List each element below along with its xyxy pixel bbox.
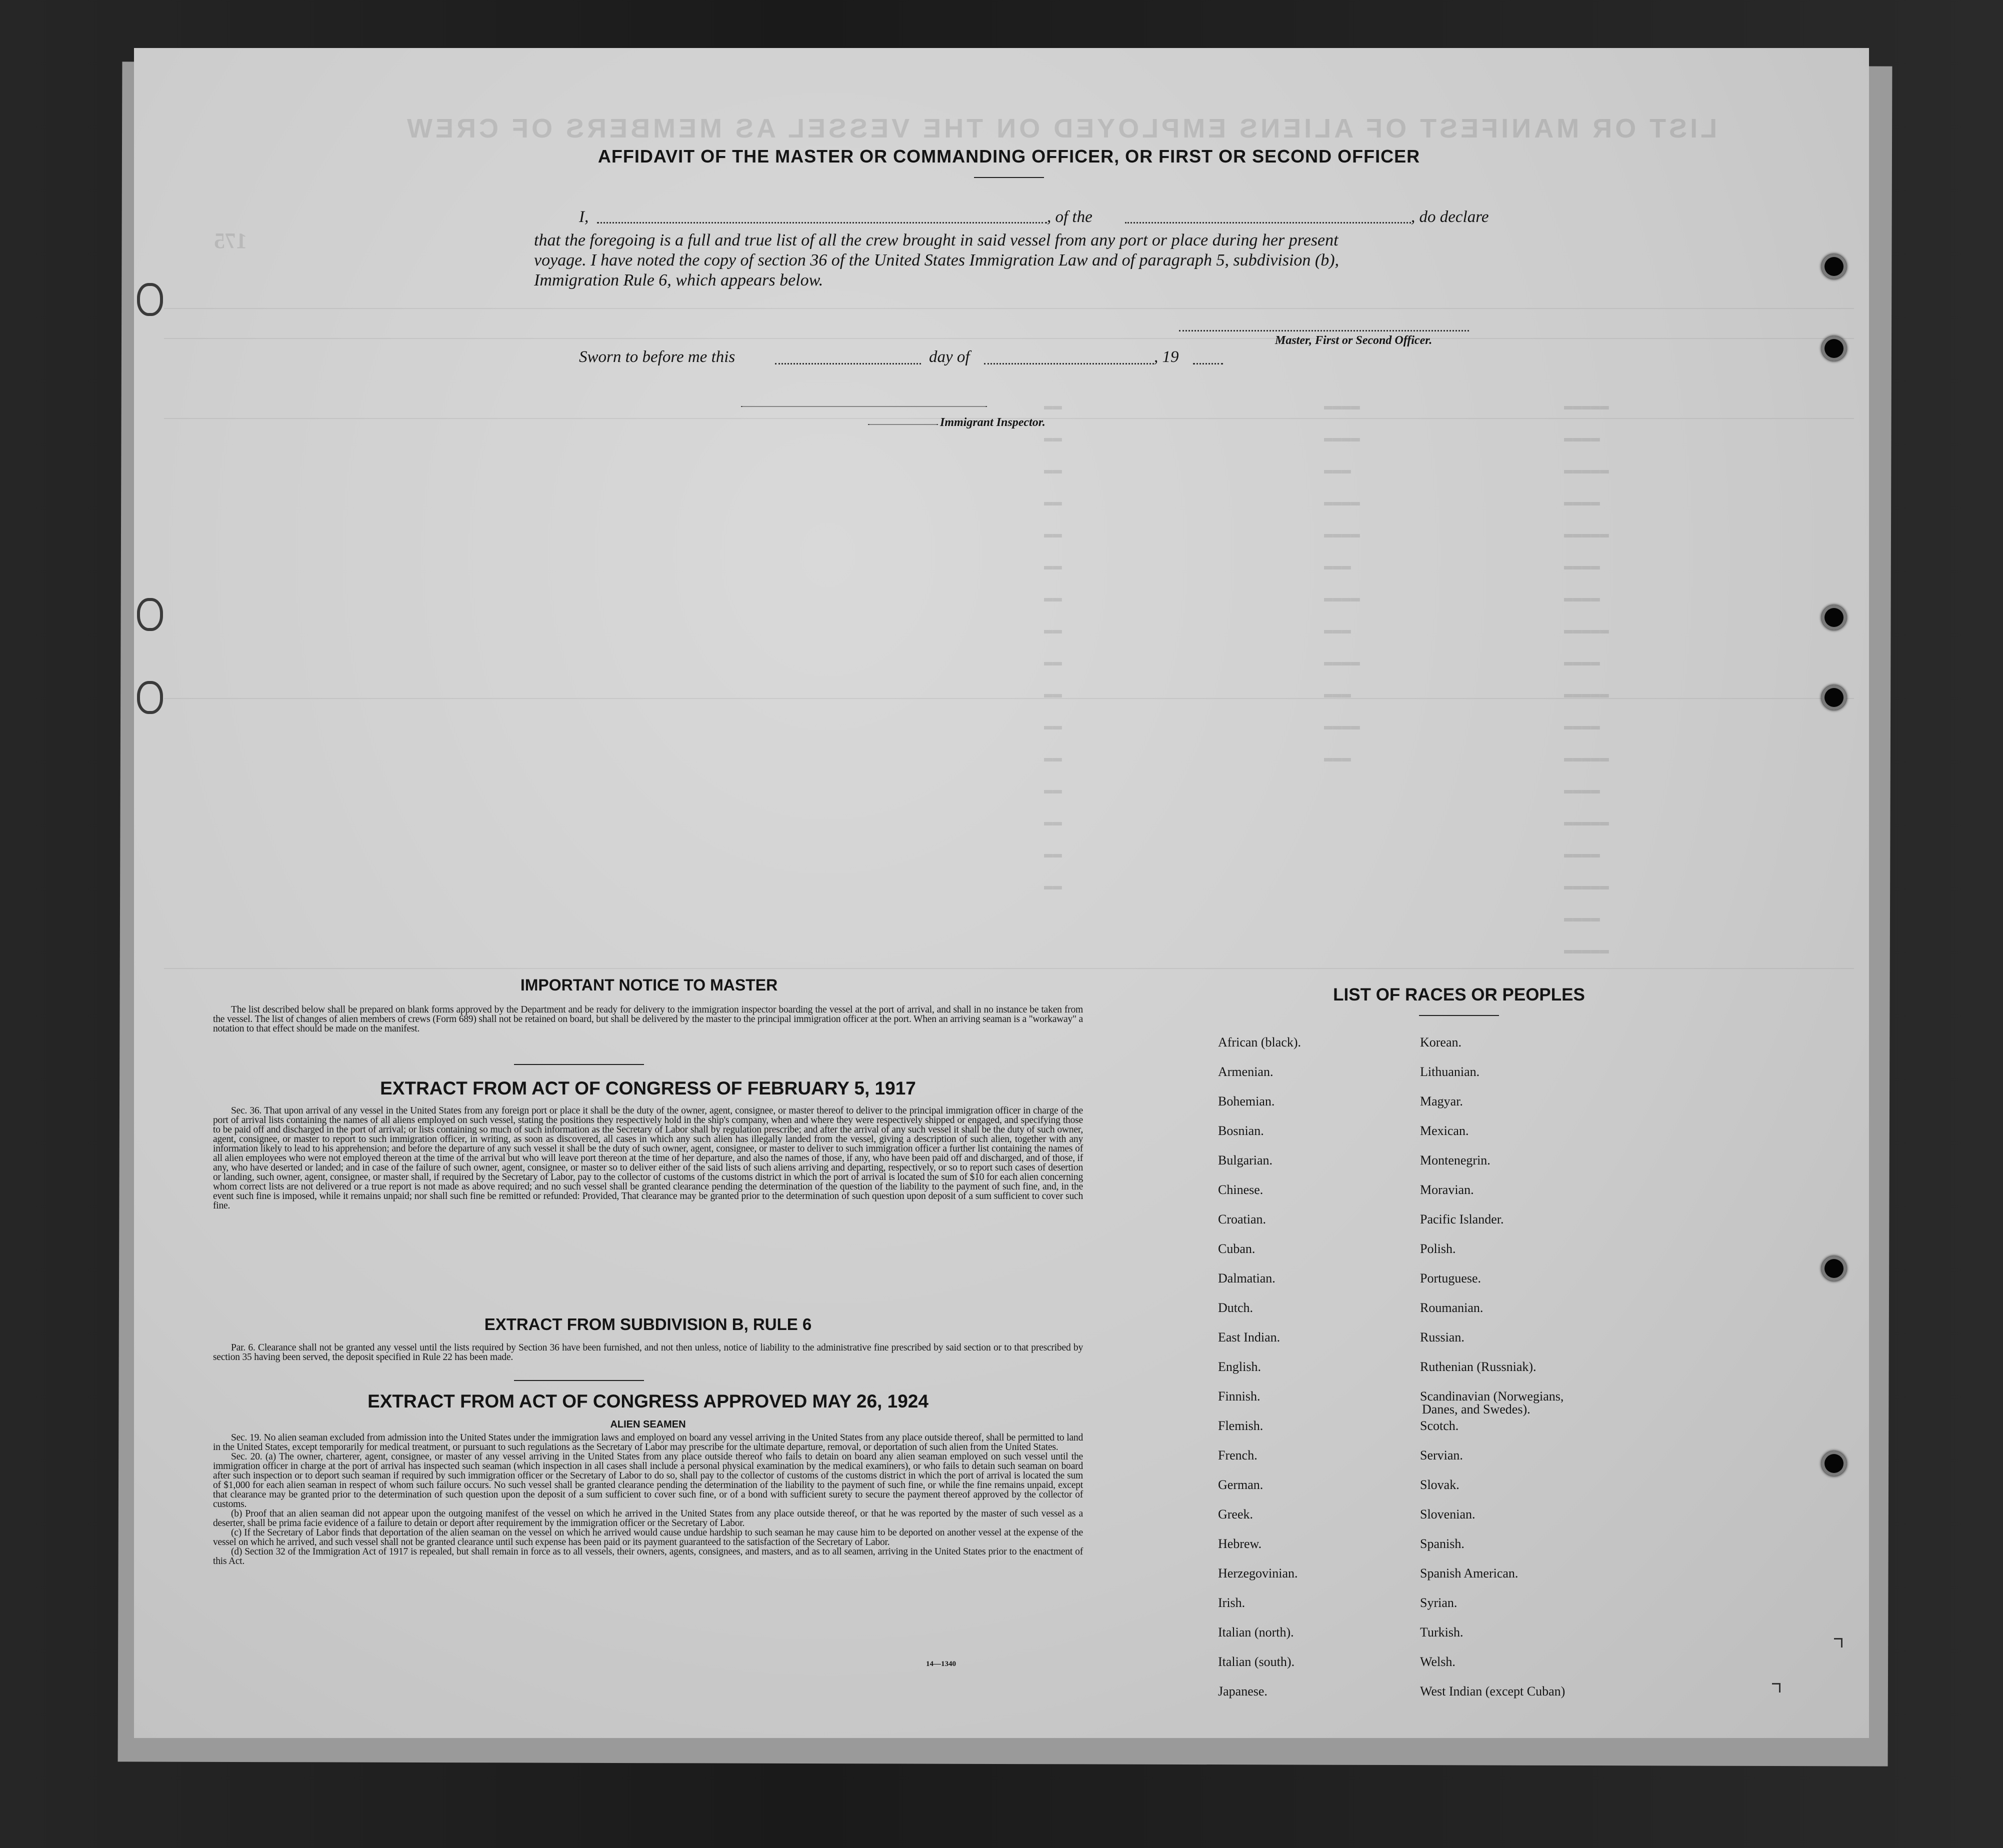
race-item: Armenian. [1218, 1064, 1274, 1079]
inspector-lead [868, 424, 938, 425]
bleed-through-column-3: ▬▬ ▬▬ ▬▬ ▬▬ ▬▬ ▬▬ ▬▬ ▬▬ ▬▬ ▬▬ ▬▬ ▬▬ ▬▬ ▬▬ ▬▬ ▬▬ [1044, 398, 1062, 895]
affidavit-i: I, [579, 208, 589, 226]
inspector-label: Immigrant Inspector. [940, 416, 1046, 429]
race-item: Magyar. [1420, 1094, 1463, 1108]
race-item: Montenegrin. [1420, 1153, 1490, 1168]
races-title: LIST OF RACES OR PEOPLES [1333, 985, 1585, 1004]
extract-rule6-title: EXTRACT FROM SUBDIVISION B, RULE 6 [484, 1315, 812, 1334]
race-item: Herzegovinian. [1218, 1566, 1298, 1580]
punch-hole [1822, 336, 1846, 361]
race-item: Slovak. [1420, 1478, 1460, 1492]
title-underline [974, 177, 1044, 178]
race-item: Roumanian. [1420, 1300, 1484, 1315]
punch-hole [137, 681, 163, 714]
extract-rule6-text: Par. 6. Clearance shall not be granted any vessel until the lists required by Section 36 have been furnished, and not then unless, notice of liability to the administrative fine prescribed by said section or to that prescribed by section 35 having been served, the deposit specified in Rule 22 has been made. [213, 1342, 1083, 1362]
notice-title: IMPORTANT NOTICE TO MASTER [520, 976, 778, 994]
punch-hole [137, 283, 163, 316]
sworn-year-blank [1193, 363, 1223, 364]
races-left-column [1218, 1035, 1301, 1714]
race-item: Bosnian. [1218, 1124, 1264, 1138]
document-page [134, 48, 1869, 1738]
stray-mark [1772, 1683, 1780, 1692]
alien-seamen-subtitle: ALIEN SEAMEN [610, 1419, 686, 1430]
race-item: French. [1218, 1448, 1258, 1462]
master-label: Master, First or Second Officer. [1275, 334, 1432, 347]
race-item: Servian. [1420, 1448, 1463, 1462]
race-item: Flemish. [1218, 1418, 1264, 1433]
race-item: Portuguese. [1420, 1271, 1482, 1286]
race-item: Dutch. [1218, 1300, 1254, 1315]
name-blank [597, 222, 1047, 224]
race-item: Italian (north). [1218, 1625, 1294, 1640]
race-item: Slovenian. [1420, 1507, 1476, 1522]
sworn-day-of: day of [929, 348, 970, 366]
bleed-through-stamp: 175 [214, 228, 247, 253]
race-item: African (black). [1218, 1035, 1302, 1050]
race-item: Pacific Islander. [1420, 1212, 1504, 1226]
race-item: Croatian. [1218, 1212, 1266, 1226]
punch-hole [1822, 605, 1846, 630]
race-item: Italian (south). [1218, 1654, 1295, 1669]
race-item: Polish. [1420, 1242, 1456, 1256]
affidavit-of-the: , of the [1047, 208, 1092, 226]
inspector-signature-line [741, 406, 987, 407]
notice-text: The list described below shall be prepared on blank forms approved by the Department and be ready for delivery to the immigration inspector boarding the vessel at the port of arrival, and shall in no instance be taken from the vessel. The list of changes of alien members of crews (Form 689) shall not be retained on board, but shall be delivered by the master to the principal immigration officer at the port. When an arriving seaman is a "workaway" a notation to that effect should be made on the manifest. [213, 1004, 1083, 1034]
punch-hole [1822, 1256, 1846, 1281]
race-item: Syrian. [1420, 1596, 1458, 1610]
race-item: English. [1218, 1360, 1261, 1374]
race-item: Russian. [1420, 1330, 1464, 1344]
race-item: Ruthenian (Russniak). [1420, 1360, 1536, 1374]
punch-hole [1822, 685, 1846, 710]
race-item: Spanish. [1420, 1536, 1464, 1551]
bleed-through-column-2: ▬▬▬▬ ▬▬▬▬ ▬▬▬ ▬▬▬▬ ▬▬▬▬ ▬▬▬ ▬▬▬▬ ▬▬▬ ▬▬▬▬ ▬▬▬ ▬▬▬▬ ▬▬▬ [1324, 398, 1360, 767]
punch-hole [1822, 1451, 1846, 1476]
race-item: Mexican. [1420, 1124, 1469, 1138]
form-code: 14—1340 [926, 1660, 956, 1668]
affidavit-line-3: voyage. I have noted the copy of section 36 of the United States Immigration Law and of paragraph 5, subdivision (b), [534, 251, 1340, 270]
races-title-underline [1419, 1015, 1499, 1016]
race-item: German. [1218, 1478, 1264, 1492]
vessel-blank [1125, 222, 1411, 224]
divider [514, 1380, 644, 1381]
sworn-month-blank [984, 363, 1154, 364]
race-item: Scotch. [1420, 1418, 1459, 1433]
sworn-year: , 19 [1154, 348, 1179, 366]
race-item: Greek. [1218, 1507, 1254, 1522]
race-item: Hebrew. [1218, 1536, 1262, 1551]
extract-1917-title: EXTRACT FROM ACT OF CONGRESS OF FEBRUARY 5, 1917 [380, 1078, 916, 1098]
extract-1924-text: Sec. 19. No alien seaman excluded from admission into the United States under the immigration laws and employed on board any vessel arriving in the United States from any place outside thereof, shall be permitted to land in the United States, except temporarily for medical treatment, or pursuant to such regulations as the Secretary of Labor may prescribe for the ultimate departure, removal, or deportation of such alien from the United States. Sec. 20. (a) The owner, charterer, agent, consignee, or master of any vessel arriving in the United States from any place outside thereof who fails to detain on board any alien seaman employed on such vessel until the immigration officer in charge at the port of arrival has inspected such seaman (which inspection in all cases shall include a personal physical examination by the medical examiners), or who fails to detain such seaman on board after such inspection or to deport such seaman if required by such immigration officer or the Secretary of Labor to do so, shall pay to the collector of customs of the customs district in which the port of arrival is located the sum of $1,000 for each alien seaman in respect of whom such failure occurs. No such vessel shall be granted clearance pending the determination of the liability to the payment of such fine, or while the fine remains unpaid, except that clearance may be granted prior to the determination of such question upon the deposit of a sum sufficient to cover such fine, or of a bond with sufficient surety to secure the payment thereof approved by the collector of customs. (b) Proof that an alien seaman did not appear upon the outgoing manifest of the vessel on which he arrived in the United States from any place outside thereof, or that he was reported by the master of such vessel as a deserter, shall be prima facie evidence of a failure to detain or deport after requirement by the immigration officer or the Secretary of Labor. (c) If the Secretary of Labor finds that deportation of the alien seaman on the vessel on which he arrived would cause undue hardship to such seaman he may cause him to be deported on another vessel at the expense of the vessel on which he arrived, and such vessel shall not be granted clearance until such expense has been paid or its payment guaranteed to the satisfaction of the Secretary of Labor. (d) Section 32 of the Immigration Act of 1917 is repealed, but shall remain in force as to all vessels, their owners, agents, consignees, and masters, and as to all seamen, arriving in the United States prior to the enactment of this Act. [213, 1432, 1083, 1566]
race-item: Lithuanian. [1420, 1064, 1480, 1079]
race-item [1420, 1389, 1565, 1418]
race-item: West Indian (except Cuban) [1420, 1684, 1566, 1698]
race-item: Turkish. [1420, 1625, 1464, 1640]
sworn-day-blank [775, 363, 921, 364]
race-item: Welsh. [1420, 1654, 1456, 1669]
race-item: Dalmatian. [1218, 1271, 1276, 1286]
race-item: Finnish. [1218, 1389, 1260, 1404]
race-item: Moravian. [1420, 1182, 1474, 1197]
race-item: Chinese. [1218, 1182, 1264, 1197]
race-item: Spanish American. [1420, 1566, 1518, 1580]
race-item: Bohemian. [1218, 1094, 1275, 1108]
race-item: Bulgarian. [1218, 1153, 1273, 1168]
race-item: Japanese. [1218, 1684, 1268, 1698]
stray-mark [1834, 1638, 1842, 1648]
race-item-continuation: Danes, and Swedes). [1422, 1402, 1530, 1416]
bleed-through-title: LIST OR MANIFEST OF ALIENS EMPLOYED ON THE VESSEL AS MEMBERS OF CREW [404, 114, 1718, 144]
punch-hole [1822, 254, 1846, 279]
affidavit-do-declare: , do declare [1411, 208, 1489, 226]
affidavit-line-4: Immigration Rule 6, which appears below. [534, 271, 824, 290]
sworn-text: Sworn to before me this [579, 348, 736, 366]
race-item: Korean. [1420, 1035, 1462, 1050]
affidavit-title: AFFIDAVIT OF THE MASTER OR COMMANDING OFFICER, OR FIRST OR SECOND OFFICER [598, 146, 1420, 166]
punch-hole [137, 598, 163, 631]
races-right-column [1420, 1035, 1565, 1714]
affidavit-line-2: that the foregoing is a full and true list of all the crew brought in said vessel from any port or place during her present [534, 231, 1338, 250]
race-item: East Indian. [1218, 1330, 1280, 1344]
extract-1924-title: EXTRACT FROM ACT OF CONGRESS APPROVED MAY 26, 1924 [368, 1391, 928, 1412]
divider [514, 1064, 644, 1065]
race-item: Cuban. [1218, 1242, 1256, 1256]
race-item: Irish. [1218, 1596, 1246, 1610]
extract-1917-text: Sec. 36. That upon arrival of any vessel in the United States from any foreign port or place it shall be the duty of the owner, agent, consignee, or master thereof to deliver to the principal immigration officer in charge of the port of arrival lists containing the names of all aliens employed on such vessel, stating the positions they respectively hold in the ship's company, when and where they were respectively shipped or engaged, and specifying those to be paid off and discharged in the port of arrival; or lists containing so much of such information as the Secretary of Labor shall by regulation prescribe; and after the arrival of any such vessel it shall be the duty of such owner, agent, consignee, or master to report to such immigration officer, in writing, as soon as discovered, all cases in which any such alien has illegally landed from the vessel, giving a description of such alien, together with any information likely to lead to his apprehension; and before the departure of any such vessel it shall be the duty of such owner, agent, consignee, or master to deliver to such immigration officer a further list containing the names of all alien employees who were not employed thereon at the time of the arrival but who will leave port thereon at the time of her departure, and also the names of those, if any, who have been paid off and discharged, and of those, if any, who have deserted or landed; and in case of the failure of such owner, agent, consignee, or master so to deliver either of the said lists of such aliens arriving and departing, respectively, or so to report such cases of desertion or landing, such owner, agent, consignee, or master shall, if required by the Secretary of Labor, pay to the collector of customs of the customs district in which the port of arrival is located the sum of $10 for each alien concerning whom correct lists are not delivered or a true report is not made as above required; and no such vessel shall be granted clearance pending the determination of the question of the liability to the payment of such fine, and, in the event such fine is imposed, while it remains unpaid; nor shall such fine be remitted or refunded: Provided, That clearance may be granted prior to the determination of such question upon deposit of a sum sufficient to cover such fine. [213, 1106, 1083, 1211]
race-item-scandinavian: Scandinavian (Norwegians, [1420, 1389, 1564, 1404]
master-signature-line [1179, 330, 1469, 332]
bleed-through-column: ▬▬▬▬▬ ▬▬▬▬ ▬▬▬▬▬ ▬▬▬▬ ▬▬▬▬▬ ▬▬▬▬ ▬▬▬▬ ▬▬▬▬▬ ▬▬▬▬ ▬▬▬▬▬ ▬▬▬▬ ▬▬▬▬▬ ▬▬▬▬ ▬▬▬▬▬ ▬▬▬▬ ▬▬▬▬▬ ▬▬▬▬ ▬▬▬▬▬ [1564, 398, 1610, 959]
